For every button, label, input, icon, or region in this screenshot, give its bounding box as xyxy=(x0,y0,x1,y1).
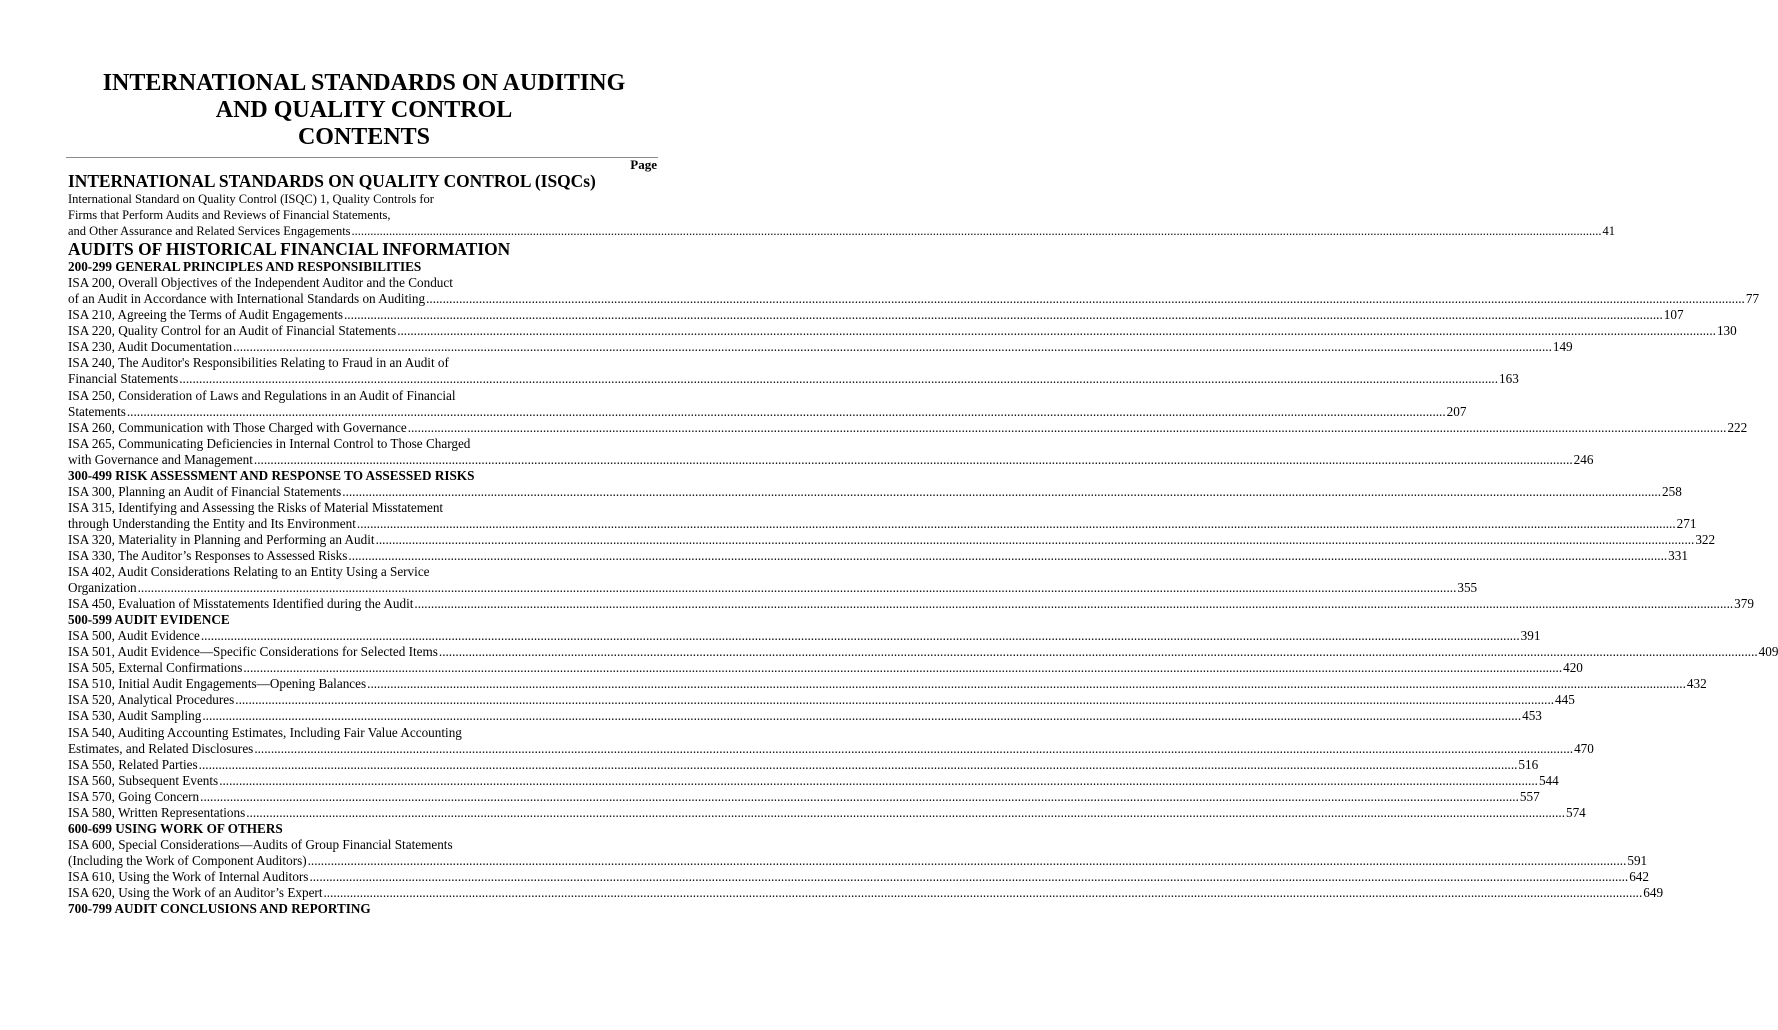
toc-entry xyxy=(68,756,1539,773)
dot-leader: ................................................................................................................................................................................................................................................................................................................................................................................................................ xyxy=(344,307,1663,323)
entry-title: ISA 260, Communication with Those Charged with Governance xyxy=(68,419,407,435)
entry-page-number: 544 xyxy=(1538,772,1559,788)
entry-title: ISA 501, Audit Evidence—Specific Considerations for Selected Items xyxy=(68,644,438,660)
toc-entry xyxy=(68,772,1559,789)
dot-leader: ................................................................................................................................................................................................................................................................................................................................................................................................................ xyxy=(126,403,1446,419)
entry-title: 500-599 AUDIT EVIDENCE xyxy=(68,612,230,628)
entry-page-number: 420 xyxy=(1563,660,1583,676)
dot-leader: ................................................................................................................................................................................................................................................................................................................................................................................................................ xyxy=(323,884,1643,900)
subsection-heading xyxy=(68,612,658,628)
toc-entry xyxy=(68,884,1664,901)
entry-title: ISA 200, Overall Objectives of the Independent Auditor and the Conduct xyxy=(68,275,453,291)
dot-leader: ................................................................................................................................................................................................................................................................................................................................................................................................................ xyxy=(253,451,1573,467)
entry-page-number: 246 xyxy=(1573,451,1594,467)
entry-title: ISA 560, Subsequent Events xyxy=(68,772,219,788)
dot-leader: ................................................................................................................................................................................................................................................................................................................................................................................................................ xyxy=(243,660,1563,676)
dot-leader: ................................................................................................................................................................................................................................................................................................................................................................................................................ xyxy=(351,224,1602,239)
toc-entry xyxy=(68,291,1760,307)
dot-leader: ................................................................................................................................................................................................................................................................................................................................................................................................................ xyxy=(407,419,1727,435)
entry-page-number: 149 xyxy=(1552,339,1573,355)
entry-title: ISA 250, Consideration of Laws and Regulations in an Audit of Financial xyxy=(68,387,456,403)
entry-title: Organization xyxy=(68,580,137,596)
dot-leader: ................................................................................................................................................................................................................................................................................................................................................................................................................ xyxy=(202,708,1522,724)
dot-leader: ................................................................................................................................................................................................................................................................................................................................................................................................................ xyxy=(414,596,1734,612)
entry-page-number: 574 xyxy=(1565,804,1586,820)
entry-page-number: 432 xyxy=(1686,676,1707,692)
entry-page-number: 331 xyxy=(1668,547,1688,563)
dot-leader: ................................................................................................................................................................................................................................................................................................................................................................................................................ xyxy=(342,483,1662,499)
dot-leader: ................................................................................................................................................................................................................................................................................................................................................................................................................ xyxy=(356,515,1676,531)
dot-leader: ................................................................................................................................................................................................................................................................................................................................................................................................................ xyxy=(200,788,1519,804)
entry-title: International Standard on Quality Control (ISQC) 1, Quality Controls for xyxy=(68,192,434,206)
toc-entry xyxy=(68,708,1542,724)
entry-title: (Including the Work of Component Auditors) xyxy=(68,852,307,868)
entry-page-number: 453 xyxy=(1522,708,1542,724)
dot-leader: ................................................................................................................................................................................................................................................................................................................................................................................................................ xyxy=(254,740,1574,756)
toc-entry xyxy=(68,191,658,207)
entry-page-number: 163 xyxy=(1499,371,1519,387)
toc-entry xyxy=(68,868,1649,885)
entry-title: of an Audit in Accordance with International Standards on Auditing xyxy=(68,291,426,307)
entry-page-number: 557 xyxy=(1519,788,1540,804)
toc-entry xyxy=(68,355,658,371)
entry-title: Estimates, and Related Disclosures xyxy=(68,740,254,756)
subsection-heading xyxy=(68,468,658,484)
dot-leader: ................................................................................................................................................................................................................................................................................................................................................................................................................ xyxy=(233,339,1552,355)
entry-page-number: 41 xyxy=(1602,224,1616,239)
entry-title: ISA 510, Initial Audit Engagements—Opening Balances xyxy=(68,676,367,692)
entry-title: and Other Assurance and Related Services Engagements xyxy=(68,224,351,239)
entry-title: ISA 570, Going Concern xyxy=(68,788,200,804)
toc-entry xyxy=(68,788,1540,805)
entry-title: ISA 450, Evaluation of Misstatements Identified during the Audit xyxy=(68,596,414,612)
dot-leader: ................................................................................................................................................................................................................................................................................................................................................................................................................ xyxy=(137,580,1457,596)
entry-page-number: 222 xyxy=(1727,419,1748,435)
toc-entry xyxy=(68,419,1748,436)
entry-title: ISA 600, Special Considerations—Audits of Group Financial Statements xyxy=(68,836,453,852)
entry-title: with Governance and Management xyxy=(68,451,253,467)
table-of-contents xyxy=(68,171,1778,917)
entry-title: ISA 220, Quality Control for an Audit of Financial Statements xyxy=(68,323,397,339)
entry-page-number: 470 xyxy=(1574,740,1594,756)
entry-title: ISA 520, Analytical Procedures xyxy=(68,692,235,708)
toc-entry xyxy=(68,436,658,452)
dot-leader: ................................................................................................................................................................................................................................................................................................................................................................................................................ xyxy=(426,291,1745,307)
toc-entry xyxy=(68,483,1682,500)
dot-leader: ................................................................................................................................................................................................................................................................................................................................................................................................................ xyxy=(200,628,1520,644)
entry-page-number: 207 xyxy=(1446,403,1467,419)
entry-title: ISA 505, External Confirmations xyxy=(68,660,243,676)
dot-leader: ................................................................................................................................................................................................................................................................................................................................................................................................................ xyxy=(397,323,1716,339)
entry-title: 700-799 AUDIT CONCLUSIONS AND REPORTING xyxy=(68,901,371,917)
entry-title: ISA 315, Identifying and Assessing the Risks of Material Misstatement xyxy=(68,499,444,515)
toc-entry xyxy=(68,837,658,853)
entry-page-number: 355 xyxy=(1457,580,1478,596)
entry-page-number: 591 xyxy=(1627,852,1648,868)
toc-entry xyxy=(68,388,658,404)
subsection-heading xyxy=(68,821,658,837)
entry-page-number: 516 xyxy=(1518,756,1539,772)
entry-page-number: 258 xyxy=(1662,483,1682,499)
toc-entry xyxy=(68,451,1594,468)
entry-title: ISA 610, Using the Work of Internal Auditors xyxy=(68,868,309,884)
toc-entry xyxy=(68,500,658,516)
entry-page-number: 409 xyxy=(1758,644,1778,660)
entry-title: ISA 240, The Auditor's Responsibilities Relating to Fraud in an Audit of xyxy=(68,355,449,371)
toc-entry xyxy=(68,564,658,580)
entry-page-number: 322 xyxy=(1695,531,1716,547)
toc-entry xyxy=(68,547,1688,564)
entry-title: ISA 500, Audit Evidence xyxy=(68,628,200,644)
entry-title: 600-699 USING WORK OF OTHERS xyxy=(68,820,283,836)
toc-entry xyxy=(68,660,1583,676)
entry-page-number: 107 xyxy=(1663,307,1684,323)
entry-page-number: 379 xyxy=(1734,596,1754,612)
document-title-line-1: INTERNATIONAL STANDARDS ON AUDITING xyxy=(102,70,626,96)
entry-title: ISA 620, Using the Work of an Auditor’s Expert xyxy=(68,884,323,900)
toc-entry xyxy=(68,371,1519,387)
entry-title: ISA 580, Written Representations xyxy=(68,804,246,820)
entry-title: ISA 530, Audit Sampling xyxy=(68,708,202,724)
dot-leader: ................................................................................................................................................................................................................................................................................................................................................................................................................ xyxy=(348,547,1668,563)
section-heading xyxy=(68,239,658,259)
entry-page-number: 445 xyxy=(1555,692,1575,708)
dot-leader: ................................................................................................................................................................................................................................................................................................................................................................................................................ xyxy=(307,852,1627,868)
subsection-heading xyxy=(68,901,658,917)
entry-title: through Understanding the Entity and Its Environment xyxy=(68,515,356,531)
dot-leader: ................................................................................................................................................................................................................................................................................................................................................................................................................ xyxy=(309,868,1629,884)
dot-leader: ................................................................................................................................................................................................................................................................................................................................................................................................................ xyxy=(219,772,1538,788)
entry-title: ISA 320, Materiality in Planning and Performing an Audit xyxy=(68,531,375,547)
entry-title: ISA 265, Communicating Deficiencies in Internal Control to Those Charged xyxy=(68,435,471,451)
toc-entry xyxy=(68,692,1575,708)
entry-title: AUDITS OF HISTORICAL FINANCIAL INFORMATION xyxy=(68,239,511,260)
dot-leader: ................................................................................................................................................................................................................................................................................................................................................................................................................ xyxy=(246,804,1565,820)
toc-entry xyxy=(68,339,1573,355)
document-title-line-3: CONTENTS xyxy=(297,124,431,150)
toc-entry xyxy=(68,596,1754,612)
toc-entry xyxy=(68,275,658,291)
entry-title: Financial Statements xyxy=(68,371,179,387)
toc-entry xyxy=(68,207,658,223)
title-divider xyxy=(66,157,658,158)
toc-entry xyxy=(68,740,1594,757)
toc-entry xyxy=(68,307,1684,323)
toc-entry xyxy=(68,725,658,741)
toc-entry xyxy=(68,852,1648,869)
entry-page-number: 391 xyxy=(1520,628,1541,644)
dot-leader: ................................................................................................................................................................................................................................................................................................................................................................................................................ xyxy=(235,692,1555,708)
toc-entry xyxy=(68,644,1778,660)
dot-leader: ................................................................................................................................................................................................................................................................................................................................................................................................................ xyxy=(367,676,1686,692)
entry-title: ISA 300, Planning an Audit of Financial Statements xyxy=(68,483,342,499)
toc-entry xyxy=(68,804,1586,821)
dot-leader: ................................................................................................................................................................................................................................................................................................................................................................................................................ xyxy=(198,756,1518,772)
entry-page-number: 649 xyxy=(1643,884,1664,900)
dot-leader: ................................................................................................................................................................................................................................................................................................................................................................................................................ xyxy=(375,531,1695,547)
dot-leader: ................................................................................................................................................................................................................................................................................................................................................................................................................ xyxy=(438,644,1758,660)
entry-title: ISA 330, The Auditor’s Responses to Assessed Risks xyxy=(68,547,348,563)
dot-leader: ................................................................................................................................................................................................................................................................................................................................................................................................................ xyxy=(179,371,1498,387)
toc-entry xyxy=(68,515,1697,532)
entry-title: ISA 550, Related Parties xyxy=(68,756,198,772)
toc-entry xyxy=(68,403,1467,420)
toc-entry xyxy=(68,223,1616,239)
document-title-line-2: AND QUALITY CONTROL xyxy=(215,97,513,123)
section-heading xyxy=(68,171,658,191)
entry-title: Firms that Perform Audits and Reviews of Financial Statements, xyxy=(68,208,391,223)
entry-title: ISA 230, Audit Documentation xyxy=(68,339,233,355)
entry-title: 200-299 GENERAL PRINCIPLES AND RESPONSIBILITIES xyxy=(68,259,422,275)
entry-title: Statements xyxy=(68,403,126,419)
toc-entry xyxy=(68,628,1541,644)
toc-entry xyxy=(68,323,1737,339)
entry-page-number: 271 xyxy=(1676,515,1697,531)
entry-title: ISA 210, Agreeing the Terms of Audit Engagements xyxy=(68,307,343,323)
subsection-heading xyxy=(68,259,658,275)
page-column-label: Page xyxy=(630,157,657,172)
toc-entry xyxy=(68,676,1707,692)
entry-title: INTERNATIONAL STANDARDS ON QUALITY CONTROL (ISQCs) xyxy=(68,171,596,191)
entry-title: ISA 402, Audit Considerations Relating to an Entity Using a Service xyxy=(68,564,430,580)
entry-page-number: 130 xyxy=(1716,323,1737,339)
toc-entry xyxy=(68,580,1478,596)
entry-title: ISA 540, Auditing Accounting Estimates, Including Fair Value Accounting xyxy=(68,724,462,740)
toc-entry xyxy=(68,531,1716,548)
entry-title: 300-499 RISK ASSESSMENT AND RESPONSE TO ASSESSED RISKS xyxy=(68,467,475,483)
entry-page-number: 77 xyxy=(1745,291,1760,307)
entry-page-number: 642 xyxy=(1629,868,1649,884)
